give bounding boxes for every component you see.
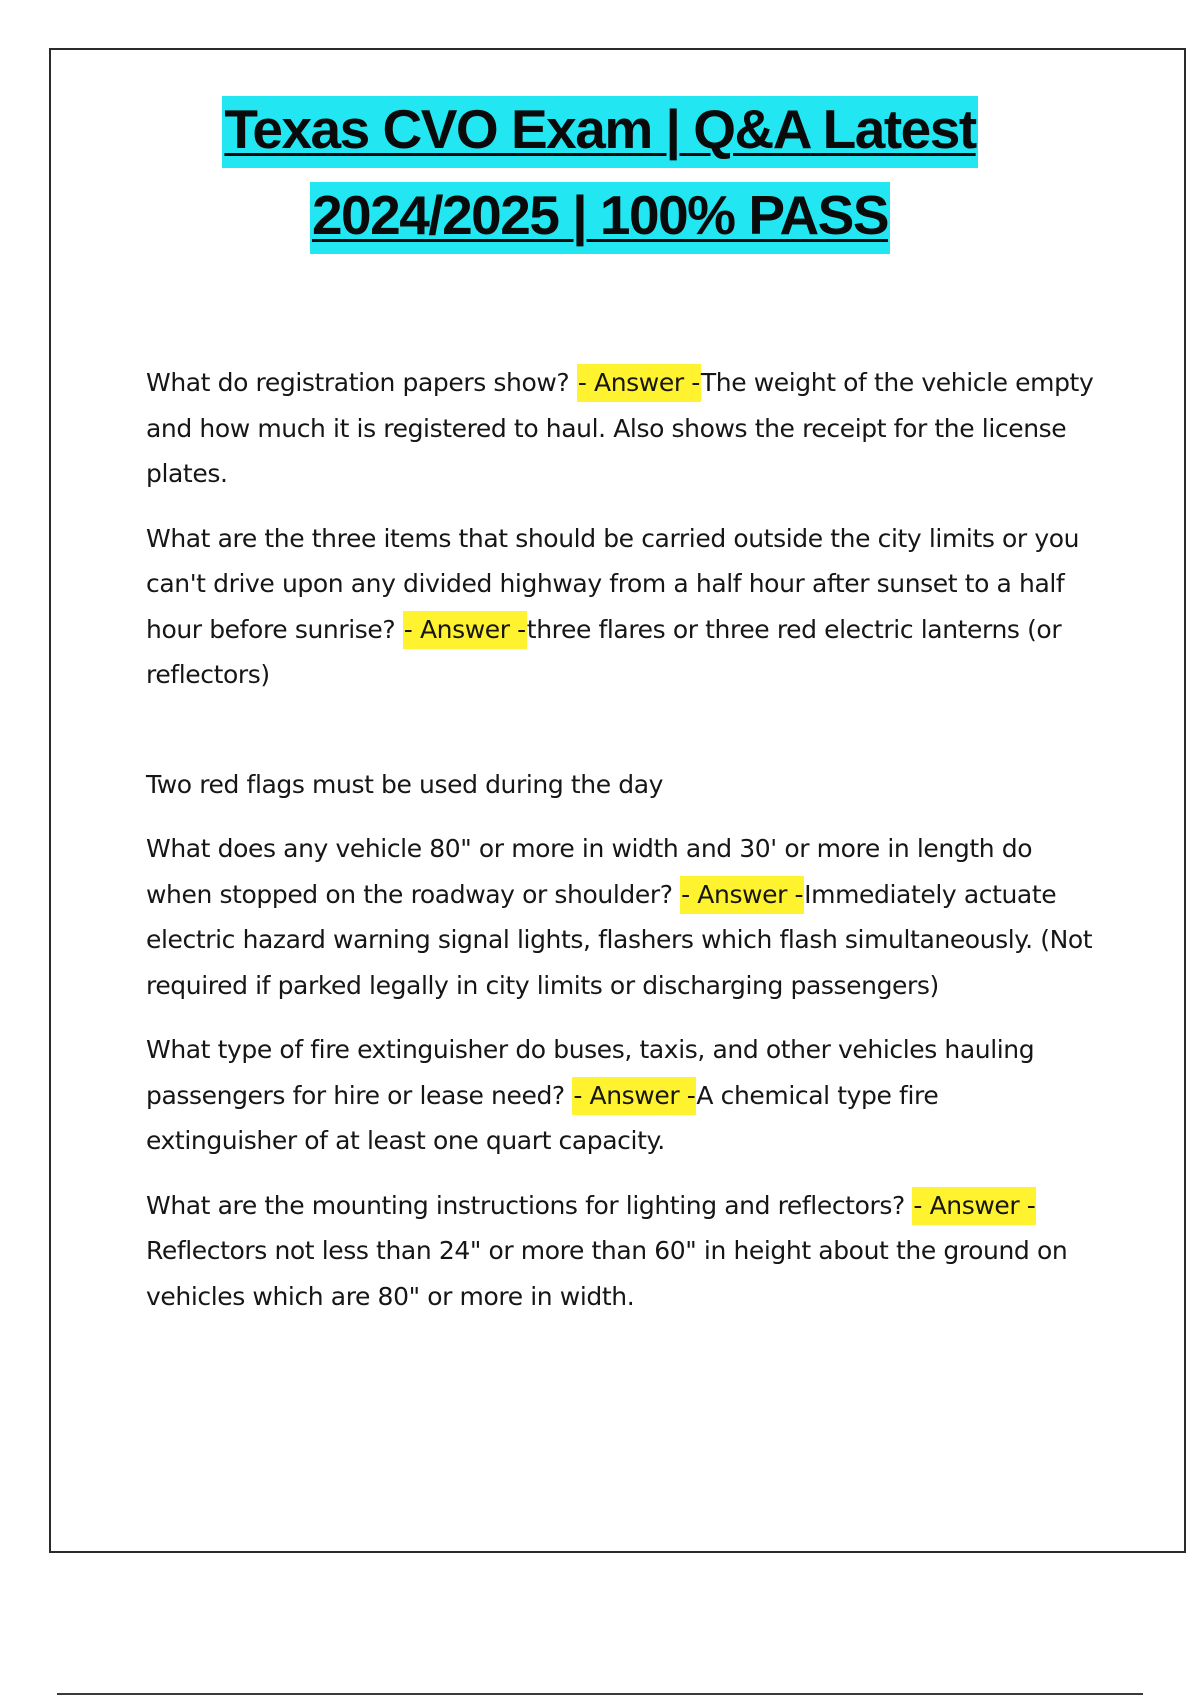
question-text: What does any vehicle 80" or more in width and 30' or more in length do when stopped on the roadway or shoulder?: [146, 834, 1033, 909]
answer-highlight: - Answer -: [403, 611, 527, 649]
question-text: What are the three items that should be carried outside the city limits or you can't drive upon any divided highway from a half hour after sunset to a half hour before sunrise?: [146, 523, 1080, 644]
answer-highlight: - Answer -: [572, 1077, 696, 1115]
answer-highlight: - Answer -: [577, 364, 701, 402]
answer-text: three flares or three red electric lanterns (or reflectors): [146, 614, 1062, 689]
bottom-divider: [57, 1693, 1143, 1695]
qa-item-mounting-instructions: [146, 1183, 1096, 1320]
answer-text: A chemical type fire extinguisher of at least one quart capacity.: [146, 1080, 939, 1155]
question-text: What are the mounting instructions for lighting and reflectors?: [146, 1190, 913, 1220]
qa-item-three-items: [146, 516, 1096, 698]
answer-text: The weight of the vehicle empty and how much it is registered to haul. Also shows the receipt for the license plates.: [146, 368, 1094, 488]
title-line-1: Texas CVO Exam | Q&A Latest: [222, 96, 977, 168]
answer-text: Immediately actuate electric hazard warning signal lights, flashers which flash simultaneously. (Not required if parked legally in city limits or discharging passengers): [146, 879, 1093, 1000]
question-text: What do registration papers show?: [146, 368, 577, 397]
qa-item-hazard-lights: [146, 826, 1096, 1008]
title-line-2: 2024/2025 | 100% PASS: [310, 182, 890, 254]
answer-text: Reflectors not less than 24" or more than 60" in height about the ground on vehicles which are 80" or more in width.: [146, 1236, 1068, 1311]
qa-item-fire-extinguisher: [146, 1027, 1096, 1164]
qa-content: [146, 360, 1096, 1338]
note-red-flags: Two red flags must be used during the day: [146, 769, 664, 799]
qa-item-registration-papers: [146, 360, 1096, 497]
question-text: What type of fire extinguisher do buses, taxis, and other vehicles hauling passengers for hire or lease need?: [146, 1035, 1035, 1110]
answer-highlight: - Answer -: [680, 876, 804, 914]
document-title: [0, 96, 1200, 268]
answer-highlight: - Answer -: [912, 1187, 1036, 1225]
